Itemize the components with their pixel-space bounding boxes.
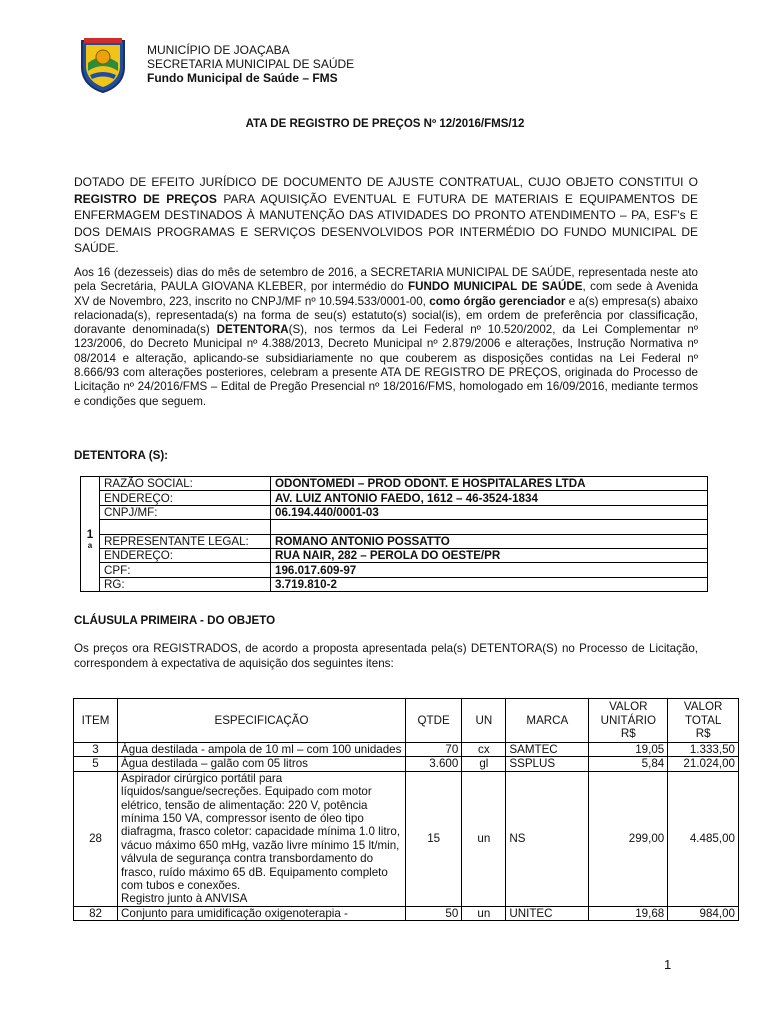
cell-un: cx (462, 743, 506, 757)
intro-text-1: Aos 16 (dezesseis) dias do mês de setembro de 2016, a SECRETARIA MUNICIPAL DE SAÚDE, representada neste ato pela Secretária, PAULA GIOVANA KLEBER, por intermédio do (74, 266, 698, 294)
col-unit-value-l3: R$ (620, 727, 636, 741)
holder-label: ENDEREÇO: (100, 548, 271, 562)
intro-bold-1: FUNDO MUNICIPAL DE SAÚDE (408, 280, 583, 294)
object-statement (74, 174, 698, 257)
secretariat-name: SECRETARIA MUNICIPAL DE SAÚDE (147, 57, 355, 71)
intro-text-3: e a(s) empresa(s) abaixo relacionada(s), representada(s) na forma de seu(s) estatuto(s) social(is), em ordem de preferência por classificação, doravante denominada(s) (74, 294, 698, 337)
col-unit-value-l2: UNITÁRIO (600, 713, 656, 727)
holder-label: CPF: (100, 563, 271, 577)
table-row (81, 477, 708, 491)
col-un: UN (462, 699, 506, 743)
cell-qtde: 50 (405, 906, 461, 920)
table-row (81, 534, 708, 548)
holder-index-sup: a (87, 540, 93, 550)
table-row (81, 548, 708, 562)
cell-qtde: 3.600 (405, 757, 461, 771)
holder-value (271, 520, 708, 534)
holder-label: RG: (100, 577, 271, 591)
holder-index-number: 1 (86, 527, 94, 541)
cell-item: 28 (74, 771, 118, 906)
holder-value: 196.017.609-97 (271, 563, 708, 577)
holder-label (100, 520, 271, 534)
table-row (74, 771, 739, 906)
items-table (73, 698, 739, 921)
cell-unit-value: 19,68 (589, 906, 668, 920)
col-total-value-l1: VALOR (683, 700, 723, 714)
holder-value: ODONTOMEDI – PROD ODONT. E HOSPITALARES LTDA (271, 477, 708, 491)
holder-value: ROMANO ANTONIO POSSATTO (271, 534, 708, 548)
cell-unit-value: 299,00 (589, 771, 668, 906)
cell-qtde: 15 (405, 771, 461, 906)
holder-value: RUA NAIR, 282 – PEROLA DO OESTE/PR (271, 548, 708, 562)
municipality-name: MUNICÍPIO DE JOAÇABA (147, 43, 290, 57)
cell-total-value: 1.333,50 (668, 743, 739, 757)
cell-marca: SAMTEC (506, 743, 589, 757)
cell-un: gl (462, 757, 506, 771)
table-row (81, 520, 708, 534)
cell-qtde: 70 (405, 743, 461, 757)
holders-heading: DETENTORA (S): (74, 449, 169, 462)
holder-label: REPRESENTANTE LEGAL: (100, 534, 271, 548)
holder-label: CNPJ/MF: (100, 505, 271, 519)
holder-value: 06.194.440/0001-03 (271, 505, 708, 519)
cell-item: 5 (74, 757, 118, 771)
intro-bold-3: DETENTORA (216, 323, 289, 337)
document-title: ATA DE REGISTRO DE PREÇOS Nº 12/2016/FMS/12 (245, 118, 525, 130)
cell-spec: Conjunto para umidificação oxigenoterapia - (118, 906, 406, 920)
col-total-value-l2: TOTAL (684, 713, 722, 727)
cell-total-value: 21.024,00 (668, 757, 739, 771)
col-marca: MARCA (506, 699, 589, 743)
fund-name: Fundo Municipal de Saúde – FMS (147, 71, 338, 85)
col-spec: ESPECIFICAÇÃO (118, 699, 406, 743)
holder-index (81, 477, 100, 592)
cell-spec-registry: Registro junto à ANVISA (121, 892, 248, 906)
holder-value: AV. LUIZ ANTONIO FAEDO, 1612 – 46-3524-1834 (271, 491, 708, 505)
cell-marca: NS (506, 771, 589, 906)
table-row (81, 505, 708, 519)
table-row (81, 491, 708, 505)
clause-heading: CLÁUSULA PRIMEIRA - DO OBJETO (74, 614, 276, 627)
holders-table (80, 476, 708, 592)
col-unit-value (589, 699, 668, 743)
header-block (147, 43, 354, 85)
municipal-crest-icon (78, 37, 128, 93)
table-header-row (74, 699, 739, 743)
intro-text-2: , com sede à Avenida XV de Novembro, 223, inscrito no CNPJ/MF nº 10.594.533/0001-00, (74, 280, 698, 308)
col-item: ITEM (74, 699, 118, 743)
col-unit-value-l1: VALOR (609, 700, 648, 714)
cell-spec (118, 771, 406, 906)
cell-spec-text: Aspirador cirúrgico portátil para líquidos/sangue/secreções. Equipado com motor elétrico, tensão de alimentação: 220 V, potência mínima 150 VA, compressor isento de óleo tipo diafragma, frasco coletor: capacidade mínima 1.0 litro, vácuo máximo 650 mHg, vazão livre mínimo 15 lt/min, válvula de segurança contra transbordamento do frasco, ruído máximo 65 dB. Equipamento completo com tubos e conexões. (121, 771, 401, 893)
table-row (74, 906, 739, 920)
cell-marca: SSPLUS (506, 757, 589, 771)
table-row (81, 577, 708, 591)
cell-item: 82 (74, 906, 118, 920)
cell-marca: UNITEC (506, 906, 589, 920)
cell-item: 3 (74, 743, 118, 757)
col-total-value (668, 699, 739, 743)
table-row (74, 757, 739, 771)
object-text-bold: REGISTRO DE PREÇOS (74, 191, 217, 206)
cell-unit-value: 19,05 (589, 743, 668, 757)
table-row (81, 563, 708, 577)
clause-paragraph: Os preços ora REGISTRADOS, de acordo a proposta apresentada pela(s) DETENTORA(S) no Processo de Licitação, correspondem à expectativa de aquisição dos seguintes itens: (74, 642, 698, 670)
cell-un: un (462, 906, 506, 920)
cell-total-value: 4.485,00 (668, 771, 739, 906)
col-qtde: QTDE (405, 699, 461, 743)
intro-bold-2: como órgão gerenciador (429, 294, 566, 308)
cell-total-value: 984,00 (668, 906, 739, 920)
cell-spec: Água destilada – galão com 05 litros (118, 757, 406, 771)
table-row (74, 743, 739, 757)
holder-label: ENDEREÇO: (100, 491, 271, 505)
object-text-1: DOTADO DE EFEITO JURÍDICO DE DOCUMENTO DE AJUSTE CONTRATUAL, CUJO OBJETO CONSTITUI O (74, 175, 698, 189)
cell-spec: Água destilada - ampola de 10 ml – com 100 unidades (118, 743, 406, 757)
cell-un: un (462, 771, 506, 906)
holder-label: RAZÃO SOCIAL: (100, 477, 271, 491)
holder-value: 3.719.810-2 (271, 577, 708, 591)
intro-paragraph (74, 266, 698, 409)
intro-text-4: (S), nos termos da Lei Federal nº 10.520/2002, da Lei Complementar nº 123/2006, do Decreto Municipal nº 4.388/2013, Decreto Municipal nº 2.879/2006 e alterações, Instrução Normativa nº 08/2014 e alteração, aplicando-se subsidiariamente no que couberem as disposições contidas na Lei Federal nº 8.666/93 com alterações posteriores, celebram a presente ATA DE REGISTRO DE PREÇOS, originada do Processo de Licitação nº 24/2016/FMS – Edital de Pregão Presencial nº 18/2016/FMS, homologado em 16/09/2016, mediante termos e condições que seguem. (74, 323, 699, 408)
col-total-value-l3: R$ (695, 727, 711, 741)
cell-unit-value: 5,84 (589, 757, 668, 771)
object-text-2: PARA AQUISIÇÃO EVENTUAL E FUTURA DE MATERIAIS E EQUIPAMENTOS DE ENFERMAGEM DESTINADOS À MANUTENÇÃO DAS ATIVIDADES DO PRONTO ATENDIMENTO – PA, ESF's E DOS DEMAIS PROGRAMAS E SERVIÇOS DESENVOLVIDOS POR INTERMÉDIO DO FUNDO MUNICIPAL DE SAÚDE. (74, 191, 698, 255)
page-number: 1 (664, 957, 672, 972)
